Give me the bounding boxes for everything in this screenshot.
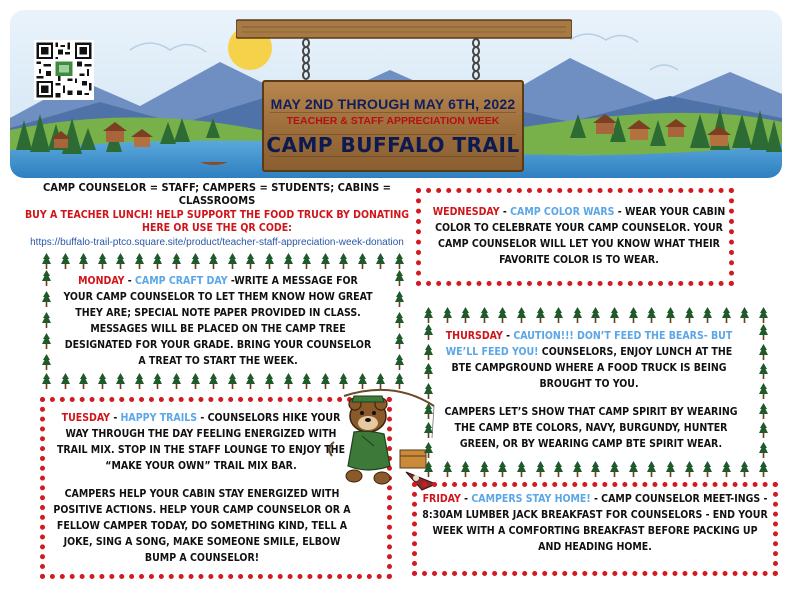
tree-border-top (424, 307, 768, 323)
pine-tree-icon (610, 307, 619, 323)
chain-right-icon (470, 38, 482, 82)
pine-tree-icon (759, 461, 768, 477)
pine-tree-icon (759, 403, 768, 419)
pine-tree-icon (395, 270, 404, 286)
pine-tree-icon (759, 422, 768, 438)
pine-tree-icon (461, 461, 470, 477)
pine-tree-icon (321, 253, 330, 269)
pine-tree-icon (424, 324, 433, 340)
pine-tree-icon (685, 307, 694, 323)
pine-tree-icon (302, 253, 311, 269)
pine-tree-icon (759, 324, 768, 340)
pine-tree-icon (284, 253, 293, 269)
pine-tree-icon (740, 307, 749, 323)
pine-tree-icon (135, 253, 144, 269)
pine-tree-icon (265, 253, 274, 269)
pine-tree-icon (703, 461, 712, 477)
friday-theme: CAMPERS STAY HOME! (471, 493, 591, 505)
wednesday-section: WEDNESDAY - CAMP COLOR WARS - WEAR YOUR CABIN COLOR TO CELEBRATE YOUR CAMP COUNSELOR. YOUR CAMP COUNSELOR WILL LET YOU KNOW WHAT THEIR FAVORITE COLOR IS TO WEAR. (432, 206, 726, 266)
pine-tree-icon (517, 461, 526, 477)
pine-tree-icon (443, 461, 452, 477)
pine-tree-icon (666, 307, 675, 323)
wednesday-label: WEDNESDAY (432, 206, 500, 218)
pine-tree-icon (759, 383, 768, 399)
pine-tree-icon (395, 253, 404, 269)
chain-left-icon (300, 38, 312, 82)
wednesday-theme: CAMP COLOR WARS (510, 206, 615, 218)
pine-tree-icon (722, 307, 731, 323)
pine-tree-icon (443, 307, 452, 323)
thursday-text: COUNSELORS, ENJOY LUNCH AT THE BTE CAMPGROUND WHERE A FOOD TRUCK IS BEING BROUGHT TO YOU. (451, 346, 733, 390)
pine-tree-icon (302, 373, 311, 389)
pine-tree-icon (424, 403, 433, 419)
pine-tree-icon (573, 307, 582, 323)
pine-tree-icon (424, 461, 433, 477)
pine-tree-icon (79, 253, 88, 269)
pine-tree-icon (98, 373, 107, 389)
pine-tree-icon (461, 307, 470, 323)
pine-tree-icon (424, 307, 433, 323)
pine-tree-icon (685, 461, 694, 477)
pine-tree-icon (591, 461, 600, 477)
friday-label: FRIDAY (422, 493, 461, 505)
pine-tree-icon (759, 442, 768, 458)
pine-tree-icon (759, 363, 768, 379)
pine-tree-icon (424, 363, 433, 379)
pine-tree-icon (647, 307, 656, 323)
friday-section: FRIDAY - CAMPERS STAY HOME! - CAMP COUNSELOR MEET-INGS - 8:30AM LUMBER JACK BREAKFAST FOR COUNSELORS - END YOUR WEEK WITH A COMFORTING BREAKFAST BEFORE PACKING UP AND HEADING HOME. (422, 493, 768, 553)
roles-legend: CAMP COUNSELOR = STAFF; CAMPERS = STUDENTS; CABINS = CLASSROOMS (43, 181, 391, 207)
pine-tree-icon (424, 383, 433, 399)
tuesday-theme: HAPPY TRAILS (120, 412, 198, 424)
thursday-campers-text: CAMPERS LET’S SHOW THAT CAMP SPIRIT BY WEARING THE CAMP BTE COLORS, NAVY, BURGUNDY, HUNTER GREEN, OR BY WEARING CAMP BTE SPIRIT WEAR. (444, 406, 738, 450)
monday-section: MONDAY - CAMP CRAFT DAY -WRITE A MESSAGE FOR YOUR CAMP COUNSELOR TO LET THEM KNOW HOW GREAT THEY ARE; SPECIAL NOTE PAPER PROVIDED IN CLASS. MESSAGES WILL BE PLACED ON THE CAMP TREE DESIGNATED FOR YOUR GRADE. BRING YOUR COUNSELOR A TREAT TO START THE WEEK. (63, 275, 373, 367)
pine-tree-icon (191, 373, 200, 389)
thursday-section: THURSDAY - CAUTION!!! DON’T FEED THE BEARS- BUT WE’LL FEED YOU! COUNSELORS, ENJOY LUNCH AT THE BTE CAMPGROUND WHERE A FOOD TRUCK IS BEING BROUGHT TO YOU. (445, 330, 733, 390)
tuesday-text: - COUNSELORS HIKE YOUR WAY THROUGH THE DAY FEELING ENERGIZED WITH TRAIL MIX. STOP IN THE STAFF LOUNGE TO ENJOY THE “MAKE YOUR OWN” TRAIL MIX BAR. (56, 412, 346, 472)
pine-tree-icon (554, 461, 563, 477)
pine-tree-icon (79, 373, 88, 389)
tuesday-label: TUESDAY (61, 412, 111, 424)
pine-tree-icon (759, 307, 768, 323)
tree-border-right (759, 324, 768, 458)
week-title: TEACHER & STAFF APPRECIATION WEEK (286, 115, 500, 127)
tree-border-left (424, 324, 433, 458)
tree-border-right (395, 270, 404, 370)
pine-tree-icon (424, 344, 433, 360)
wednesday-text: - WEAR YOUR CABIN COLOR TO CELEBRATE YOUR CAMP COUNSELOR. YOUR CAMP COUNSELOR WILL LET YOU KNOW WHAT THEIR FAVORITE COLOR IS TO WEAR. (435, 206, 726, 266)
pine-tree-icon (591, 307, 600, 323)
pine-tree-icon (629, 307, 638, 323)
donation-qr-code[interactable] (34, 40, 94, 100)
pine-tree-icon (42, 312, 51, 328)
event-dates: MAY 2ND THROUGH MAY 6TH, 2022 (270, 96, 516, 112)
pine-tree-icon (480, 461, 489, 477)
pine-tree-icon (42, 270, 51, 286)
pine-tree-icon (42, 253, 51, 269)
pine-tree-icon (759, 344, 768, 360)
pine-tree-icon (395, 312, 404, 328)
monday-theme: CAMP CRAFT DAY (134, 275, 228, 287)
tree-border-top (42, 253, 404, 269)
pine-tree-icon (376, 253, 385, 269)
camp-title: CAMP BUFFALO TRAIL (266, 133, 520, 157)
pine-tree-icon (42, 291, 51, 307)
pine-tree-icon (740, 461, 749, 477)
pine-tree-icon (228, 253, 237, 269)
buy-lunch-notice: BUY A TEACHER LUNCH! HELP SUPPORT THE FOOD TRUCK BY DONATING HERE OR USE THE QR CODE: (24, 209, 410, 234)
pine-tree-icon (191, 253, 200, 269)
pine-tree-icon (395, 333, 404, 349)
pine-tree-icon (98, 253, 107, 269)
donation-link[interactable]: https://buffalo-trail-ptco.square.site/product/teacher-staff-appreciation-week-donation (30, 237, 404, 248)
pine-tree-icon (135, 373, 144, 389)
pine-tree-icon (424, 442, 433, 458)
pine-tree-icon (395, 291, 404, 307)
pine-tree-icon (554, 307, 563, 323)
pine-tree-icon (172, 373, 181, 389)
pine-tree-icon (153, 373, 162, 389)
pine-tree-icon (629, 461, 638, 477)
pine-tree-icon (610, 461, 619, 477)
pine-tree-icon (536, 461, 545, 477)
tree-border-left (42, 270, 51, 370)
pine-tree-icon (284, 373, 293, 389)
camp-sign (262, 80, 524, 172)
pine-tree-icon (42, 333, 51, 349)
tree-border-bottom (424, 461, 768, 477)
pine-tree-icon (424, 422, 433, 438)
pine-tree-icon (153, 253, 162, 269)
thursday-theme: CAUTION!!! DON’T FEED THE BEARS- BUT WE’LL FEED YOU! (445, 330, 733, 358)
tuesday-section: TUESDAY - HAPPY TRAILS - COUNSELORS HIKE YOUR WAY THROUGH THE DAY FEELING ENERGIZED WITH TRAIL MIX. STOP IN THE STAFF LOUNGE TO ENJOY THE “MAKE YOUR OWN” TRAIL MIX BAR. (56, 412, 346, 472)
pine-tree-icon (517, 307, 526, 323)
pine-tree-icon (498, 307, 507, 323)
pine-tree-icon (61, 253, 70, 269)
sign-hanging-board (236, 18, 572, 40)
pine-tree-icon (339, 253, 348, 269)
pine-tree-icon (480, 307, 489, 323)
monday-label: MONDAY (78, 275, 125, 287)
pine-tree-icon (42, 373, 51, 389)
pine-tree-icon (358, 253, 367, 269)
thursday-label: THURSDAY (445, 330, 503, 342)
pine-tree-icon (573, 461, 582, 477)
pine-tree-icon (498, 461, 507, 477)
pine-tree-icon (228, 373, 237, 389)
pine-tree-icon (42, 354, 51, 370)
pine-tree-icon (246, 373, 255, 389)
friday-text: - CAMP COUNSELOR MEET-INGS - 8:30AM LUMBER JACK BREAKFAST FOR COUNSELORS - END YOUR WEEK WITH A COMFORTING BREAKFAST BEFORE PACKING UP AND HEADING HOME. (422, 493, 768, 553)
pine-tree-icon (172, 253, 181, 269)
pine-tree-icon (265, 373, 274, 389)
pine-tree-icon (246, 253, 255, 269)
pine-tree-icon (116, 253, 125, 269)
pine-tree-icon (722, 461, 731, 477)
pine-tree-icon (536, 307, 545, 323)
monday-text: -WRITE A MESSAGE FOR YOUR CAMP COUNSELOR TO LET THEM KNOW HOW GREAT THEY ARE; SPECIAL NOTE PAPER PROVIDED IN CLASS. MESSAGES WILL BE PLACED ON THE CAMP TREE DESIGNATED FOR YOUR GRADE. BRING YOUR COUNSELOR A TREAT TO START THE WEEK. (63, 275, 373, 367)
pine-tree-icon (116, 373, 125, 389)
pine-tree-icon (666, 461, 675, 477)
intro-block (22, 181, 412, 249)
pine-tree-icon (209, 373, 218, 389)
qr-code-icon (34, 40, 94, 100)
tuesday-campers-text: CAMPERS HELP YOUR CABIN STAY ENERGIZED WITH POSITIVE ACTIONS. HELP YOUR CAMP COUNSELOR OR A FELLOW CAMPER TODAY, DO SOMETHING KIND, TELL A JOKE, SING A SONG, MAKE SOMEONE SMILE, ELBOW BUMP A COUNSELOR! (53, 488, 351, 564)
pine-tree-icon (647, 461, 656, 477)
pine-tree-icon (703, 307, 712, 323)
pine-tree-icon (395, 354, 404, 370)
pine-tree-icon (209, 253, 218, 269)
pine-tree-icon (61, 373, 70, 389)
